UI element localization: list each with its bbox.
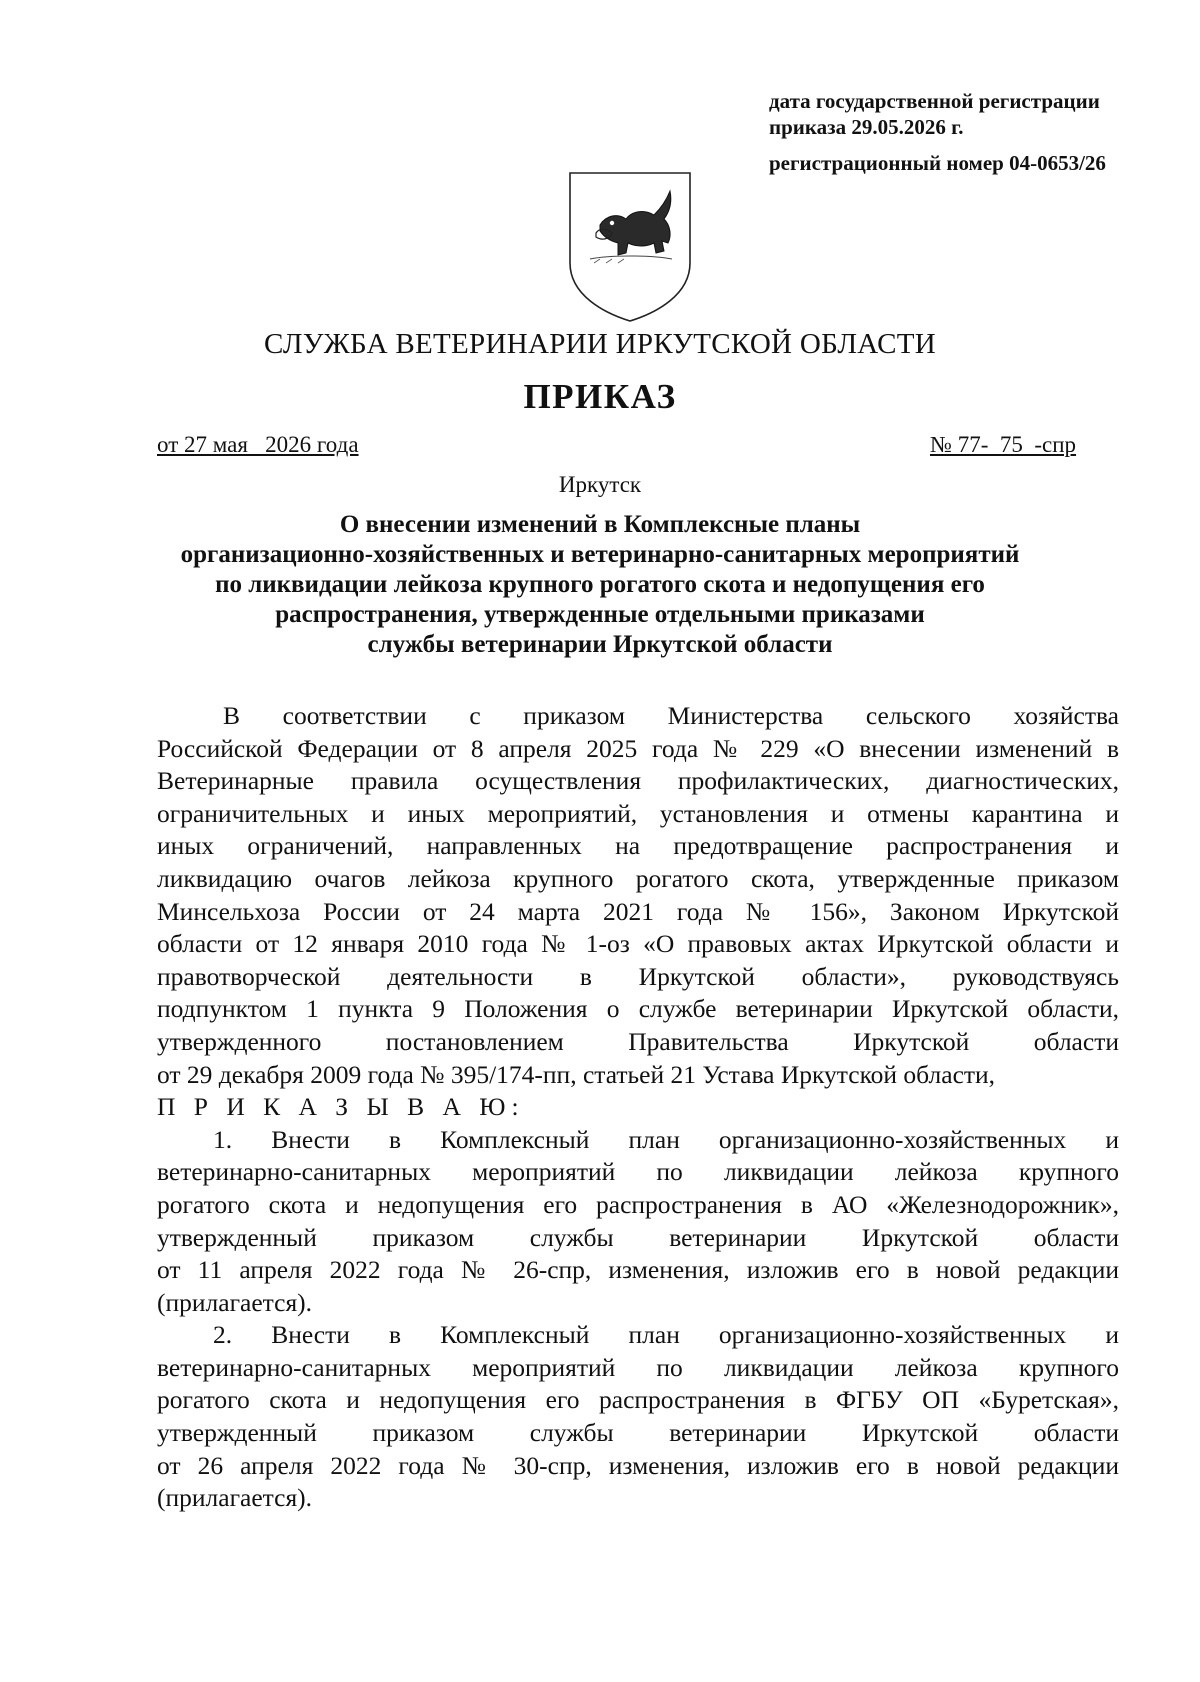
preamble-line: области от 12 января 2010 года № 1-оз «О правовых актах Иркутской области и [157,929,1119,959]
order-city: Иркутск [558,472,642,497]
document-body [157,700,1119,1515]
issuing-authority-name: СЛУЖБА ВЕТЕРИНАРИИ ИРКУТСКОЙ ОБЛАСТИ [264,328,936,360]
heading-line: организационно-хозяйственных и ветеринарно-санитарных мероприятий [180,541,1020,568]
order-number: № 77- 75 -спр [930,432,1077,457]
item-1-line: рогатого скота и недопущения его распространения в АО «Железнодорожник», [157,1189,1119,1219]
preamble-line: Ветеринарные правила осуществления профилактических, диагностических, [157,766,1119,796]
preamble-line: от 29 декабря 2009 года № 395/174-пп, статьей 21 Устава Иркутской области, [157,1059,996,1089]
item-2-line: ветеринарно-санитарных мероприятий по ликвидации лейкоза крупного [157,1352,1119,1382]
preamble-line: утвержденного постановлением Правительства Иркутской области [157,1026,1119,1056]
item-2-line: (прилагается). [157,1483,313,1513]
registration-number-block [769,150,1149,176]
item-2-line: от 26 апреля 2022 года № 30-спр, изменения, изложив его в новой редакции [157,1450,1119,1480]
preamble-line: ликвидацию очагов лейкоза крупного рогатого скота, утвержденные приказом [157,863,1119,893]
item-1-line: утвержденный приказом службы ветеринарии Иркутской области [157,1222,1119,1252]
heading-line: по ликвидации лейкоза крупного рогатого скота и недопущения его [215,571,985,598]
preamble-line: иных ограничений, направленных на предотвращение распространения и [157,831,1119,861]
item-1-line: (прилагается). [157,1287,313,1317]
registration-date-line: дата государственной регистрации [769,89,1100,113]
registration-date-block [769,88,1149,140]
registration-number: регистрационный номер 04-0653/26 [769,151,1106,175]
document-type-title: ПРИКАЗ [523,377,677,416]
preamble-line: правотворческой деятельности в Иркутской области», руководствуясь [157,961,1119,991]
item-1-line: ветеринарно-санитарных мероприятий по ликвидации лейкоза крупного [157,1157,1119,1187]
irkutsk-coat-of-arms-icon [560,167,700,325]
item-2-line: утвержденный приказом службы ветеринарии Иркутской области [157,1418,1119,1448]
heading-line: О внесении изменений в Комплексные планы [339,511,861,538]
document-heading [150,510,1050,660]
preamble-line: подпунктом 1 пункта 9 Положения о службе ветеринарии Иркутской области, [157,994,1119,1024]
preamble-line: Минсельхоза России от 24 марта 2021 года № 156», Законом Иркутской [157,896,1119,926]
item-2-line: рогатого скота и недопущения его распространения в ФГБУ ОП «Буретская», [157,1385,1119,1415]
preamble-line: В соответствии с приказом Министерства сельского хозяйства [223,701,1119,730]
item-1-line: от 11 апреля 2022 года № 26-спр, изменения, изложив его в новой редакции [157,1255,1119,1285]
registration-order-date: приказа 29.05.2026 г. [769,115,964,139]
preamble-line: Российской Федерации от 8 апреля 2025 года № 229 «О внесении изменений в [157,733,1119,763]
order-date: от 27 мая 2026 года [157,432,359,457]
heading-line: службы ветеринарии Иркутской области [367,631,833,658]
decree-word: П Р И К А З Ы В А Ю: [157,1092,525,1122]
preamble-line: ограничительных и иных мероприятий, установления и отмены карантина и [157,798,1119,828]
item-1-line: 1. Внести в Комплексный план организационно-хозяйственных и [213,1124,1119,1154]
item-2-line: 2. Внести в Комплексный план организационно-хозяйственных и [213,1320,1119,1350]
heading-line: распространения, утвержденные отдельными приказами [275,601,925,628]
